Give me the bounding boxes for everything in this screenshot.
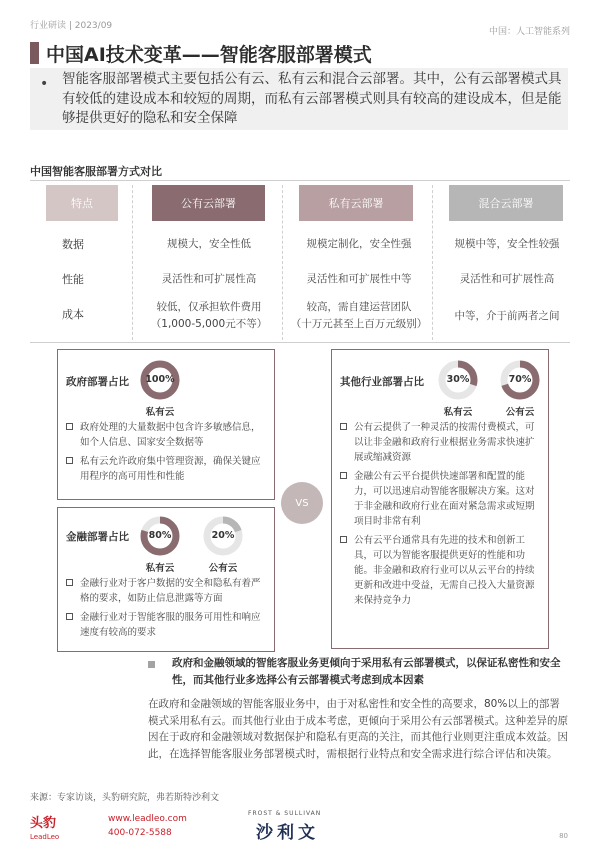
list-item: 金融行业对于智能客服的服务可用性和响应速度有较高的要求 (66, 610, 266, 640)
row-label-data: 数据 (62, 238, 84, 251)
fin-panel-title: 金融部署占比 (66, 531, 129, 543)
table-title: 中国智能客服部署方式对比 (30, 165, 162, 178)
row-label-performance: 性能 (62, 273, 84, 286)
vs-badge: VS (281, 482, 323, 524)
fin-private-pct: 80% (148, 530, 172, 541)
cell-cost-public: 较低，仅承担软件费用 (156, 301, 262, 313)
conclusion-text: 政府和金融领域的智能客服业务更倾向于采用私有云部署模式，以保证私密性和安全性，而其他行业多选择公有云部署模式考虑到成本因素 (172, 657, 561, 686)
table-header-private: 私有云部署 (299, 185, 413, 221)
website-link[interactable]: www.leadleo.com (108, 814, 187, 824)
table-column-divider (282, 185, 283, 340)
intro-text: 智能客服部署模式主要包括公有云、私有云和混合云部署。其中，公有云部署模式具有较低的建设成本和较短的周期，而私有云部署模式则具有较高的建设成本，但是能够提供更好的隐私和安全保障 (62, 71, 562, 126)
gov-private-pct: 100% (145, 374, 175, 385)
list-item: 金融行业对于客户数据的安全和隐私有着严格的要求，如防止信息泄露等方面 (66, 576, 266, 606)
other-public-label: 公有云 (505, 407, 535, 418)
list-item: 金融公有云平台提供快速部署和配置的能力，可以迅速启动智能客服解决方案。这对于非金融和政府行业在面对紧急需求或短期项目时非常有利 (340, 469, 542, 529)
gov-panel (57, 349, 275, 500)
square-bullet-icon (66, 423, 73, 430)
list-item: 政府处理的大量数据中包含许多敏感信息，如个人信息、国家安全数据等 (66, 420, 266, 450)
page-title: 中国AI技术变革——智能客服部署模式 (46, 44, 372, 66)
leadleo-logo-sub: LeadLeo (30, 833, 60, 841)
source-note: 来源：专家访谈，头豹研究院，弗若斯特沙利文 (30, 793, 220, 803)
other-private-label: 私有云 (443, 407, 473, 418)
header-left: 行业研读 | 2023/09 (30, 21, 113, 31)
table-column-divider (432, 185, 433, 340)
cell-performance-public: 灵活性和可扩展性高 (161, 273, 257, 285)
square-bullet-icon (340, 536, 347, 543)
conclusion-bullet-icon (148, 661, 155, 668)
cell-data-private: 规模定制化，安全性强 (306, 238, 412, 250)
phone-number: 400-072-5588 (108, 828, 172, 838)
gov-panel-title: 政府部署占比 (66, 376, 129, 388)
cell-performance-hybrid: 灵活性和可扩展性高 (459, 273, 555, 285)
square-bullet-icon (66, 579, 73, 586)
cell-data-hybrid: 规模中等，安全性较强 (454, 238, 560, 250)
square-bullet-icon (66, 457, 73, 464)
table-header-hybrid: 混合云部署 (449, 185, 563, 221)
cell-cost-private: 较高，需自建运营团队 (306, 301, 412, 313)
table-column-divider (132, 185, 133, 340)
other-public-pct: 70% (508, 374, 532, 385)
title-accent-bar (30, 42, 39, 64)
square-bullet-icon (340, 472, 347, 479)
cell-performance-private: 灵活性和可扩展性中等 (306, 273, 412, 285)
list-item: 公有云平台通常具有先进的技术和创新工具，可以为智能客服提供更好的性能和功能。非金融和政府行业可以从云平台的持续更新和改进中受益，无需自己投入大量资源来保持竞争力 (340, 533, 542, 608)
fin-bullet-list (66, 576, 266, 644)
frost-sullivan-logo-en: FROST & SULLIVAN (248, 810, 322, 817)
gov-bullet-list (66, 420, 266, 488)
other-private-pct: 30% (446, 374, 470, 385)
page-number: 80 (559, 832, 568, 840)
list-item: 私有云允许政府集中管理资源，确保关键应用程序的高可用性和性能 (66, 454, 266, 484)
fin-panel (57, 507, 275, 652)
cell-cost-private-note: （十万元甚至上百万元级别） (290, 318, 428, 330)
header-right: 中国：人工智能系列 (488, 27, 570, 37)
bullet-dot-icon: • (40, 76, 49, 92)
other-bullet-list (340, 420, 542, 612)
square-bullet-icon (340, 423, 347, 430)
leadleo-logo: 头豹 (30, 816, 57, 831)
row-label-cost: 成本 (62, 308, 84, 321)
cell-data-public: 规模大，安全性低 (167, 238, 251, 250)
cell-cost-hybrid: 中等，介于前两者之间 (454, 310, 560, 322)
square-bullet-icon (66, 613, 73, 620)
frost-sullivan-logo-cn: 沙利文 (256, 823, 319, 843)
table-bottom-divider (30, 342, 570, 343)
list-item: 公有云提供了一种灵活的按需付费模式，可以让非金融和政府行业根据业务需求快速扩展或缩减资源 (340, 420, 542, 465)
other-panel-title: 其他行业部署占比 (340, 376, 424, 388)
other-panel (331, 349, 549, 649)
table-title-divider (30, 180, 570, 181)
gov-private-label: 私有云 (145, 407, 175, 418)
table-header-public: 公有云部署 (152, 185, 265, 221)
cell-cost-public-note: （1,000-5,000元不等） (150, 318, 268, 330)
fin-private-label: 私有云 (145, 563, 175, 574)
fin-public-label: 公有云 (208, 563, 238, 574)
body-paragraph: 在政府和金融领域的智能客服业务中，由于对私密性和安全性的高要求，80%以上的部署模式采用私有云。而其他行业由于成本考虑，更倾向于采用公有云部署模式。这种差异的原因在于政府和金融领域对数据保护和隐私有更高的关注，而其他行业则更注重成本效益。因此，在选择智能客服业务部署模式时，需根据行业特点和安全需求进行综合评估和决策。 (148, 698, 568, 760)
table-header-feature: 特点 (46, 185, 118, 221)
fin-public-pct: 20% (211, 530, 235, 541)
